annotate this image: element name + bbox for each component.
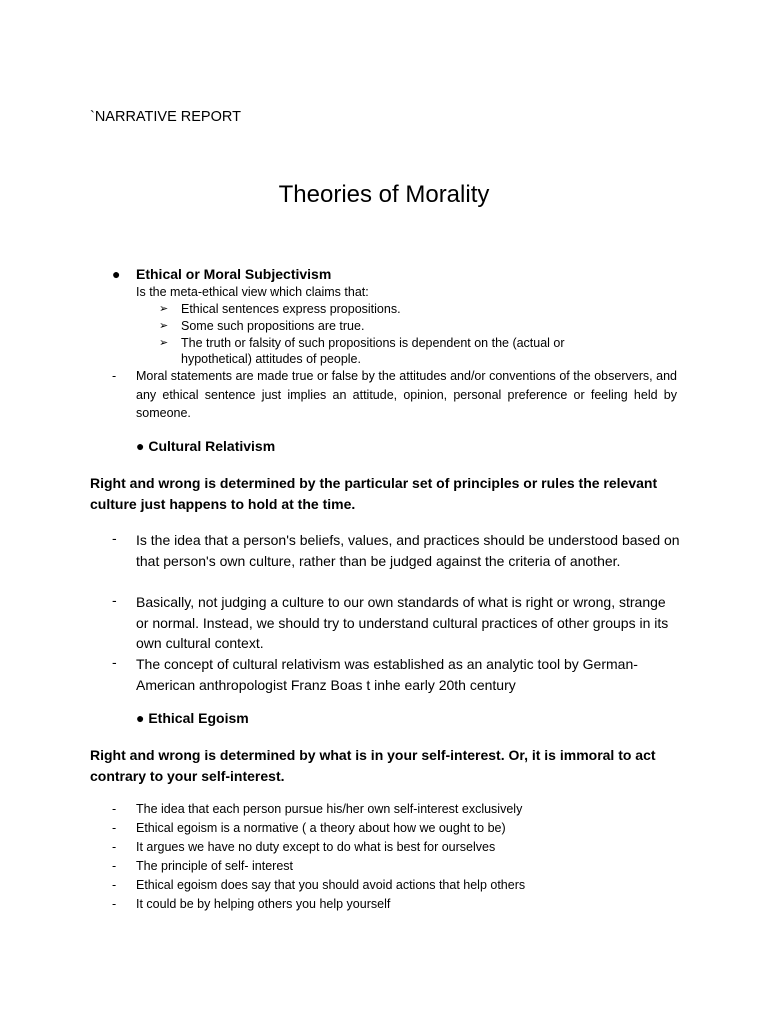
dash-bullet-icon: - bbox=[112, 654, 117, 670]
dash-bullet-icon: - bbox=[112, 840, 117, 854]
egoism-item: The idea that each person pursue his/her own self-interest exclusively bbox=[136, 802, 523, 816]
dash-bullet-icon: - bbox=[112, 530, 117, 546]
relativism-definition: Right and wrong is determined by the particular set of principles or rules the relevant culture just happens to hold at the time. bbox=[90, 475, 658, 512]
dash-bullet-icon: - bbox=[112, 897, 117, 911]
relativism-item: The concept of cultural relativism was established as an analytic tool by German-American anthropologist Franz Boas t inhe early 20th century bbox=[136, 656, 638, 693]
dash-bullet-icon: - bbox=[112, 878, 117, 892]
subjectivism-point: Ethical sentences express propositions. bbox=[181, 302, 401, 316]
arrow-bullet-icon: ➢ bbox=[159, 337, 169, 349]
dash-bullet-icon: - bbox=[112, 859, 117, 873]
arrow-bullet-icon: ➢ bbox=[159, 320, 169, 332]
subjectivism-intro: Is the meta-ethical view which claims that: bbox=[136, 285, 369, 299]
egoism-item: It could be by helping others you help yourself bbox=[136, 897, 391, 911]
egoism-item: Ethical egoism is a normative ( a theory about how we ought to be) bbox=[136, 821, 506, 835]
egoism-item: It argues we have no duty except to do what is best for ourselves bbox=[136, 840, 496, 854]
relativism-item: Basically, not judging a culture to our own standards of what is right or wrong, strange or normal. Instead, we should try to understand cultural practices of other groups in its own cultural context. bbox=[136, 594, 669, 652]
dash-bullet-icon: - bbox=[112, 592, 117, 608]
subjectivism-note: Moral statements are made true or false by the attitudes and/or conventions of the observers, and any ethical sentence just implies an attitude, opinion, personal preference or feeling held by someone. bbox=[136, 369, 677, 420]
section-heading-subjectivism: Ethical or Moral Subjectivism bbox=[136, 266, 332, 282]
page-title: Theories of Morality bbox=[278, 181, 490, 208]
egoism-definition: Right and wrong is determined by what is in your self-interest. Or, it is immoral to act contrary to your self-interest. bbox=[90, 747, 656, 784]
dash-bullet-icon: - bbox=[112, 802, 117, 816]
dash-bullet-icon: - bbox=[112, 821, 117, 835]
section-heading-egoism: ● Ethical Egoism bbox=[136, 710, 249, 726]
subjectivism-point: The truth or falsity of such propositions is dependent on the (actual or bbox=[181, 336, 565, 350]
egoism-item: The principle of self- interest bbox=[136, 859, 294, 873]
subjectivism-point: Some such propositions are true. bbox=[181, 319, 365, 333]
report-label: `NARRATIVE REPORT bbox=[90, 109, 241, 125]
section-heading-relativism: ● Cultural Relativism bbox=[136, 438, 276, 454]
subjectivism-point-continuation: hypothetical) attitudes of people. bbox=[181, 352, 361, 366]
relativism-item: Is the idea that a person's beliefs, values, and practices should be understood based on that person's own culture, rather than be judged against the criteria of another. bbox=[136, 532, 680, 569]
arrow-bullet-icon: ➢ bbox=[159, 303, 169, 315]
bullet-icon: ● bbox=[112, 266, 121, 282]
dash-bullet-icon: - bbox=[112, 369, 117, 383]
egoism-item: Ethical egoism does say that you should avoid actions that help others bbox=[136, 878, 526, 892]
